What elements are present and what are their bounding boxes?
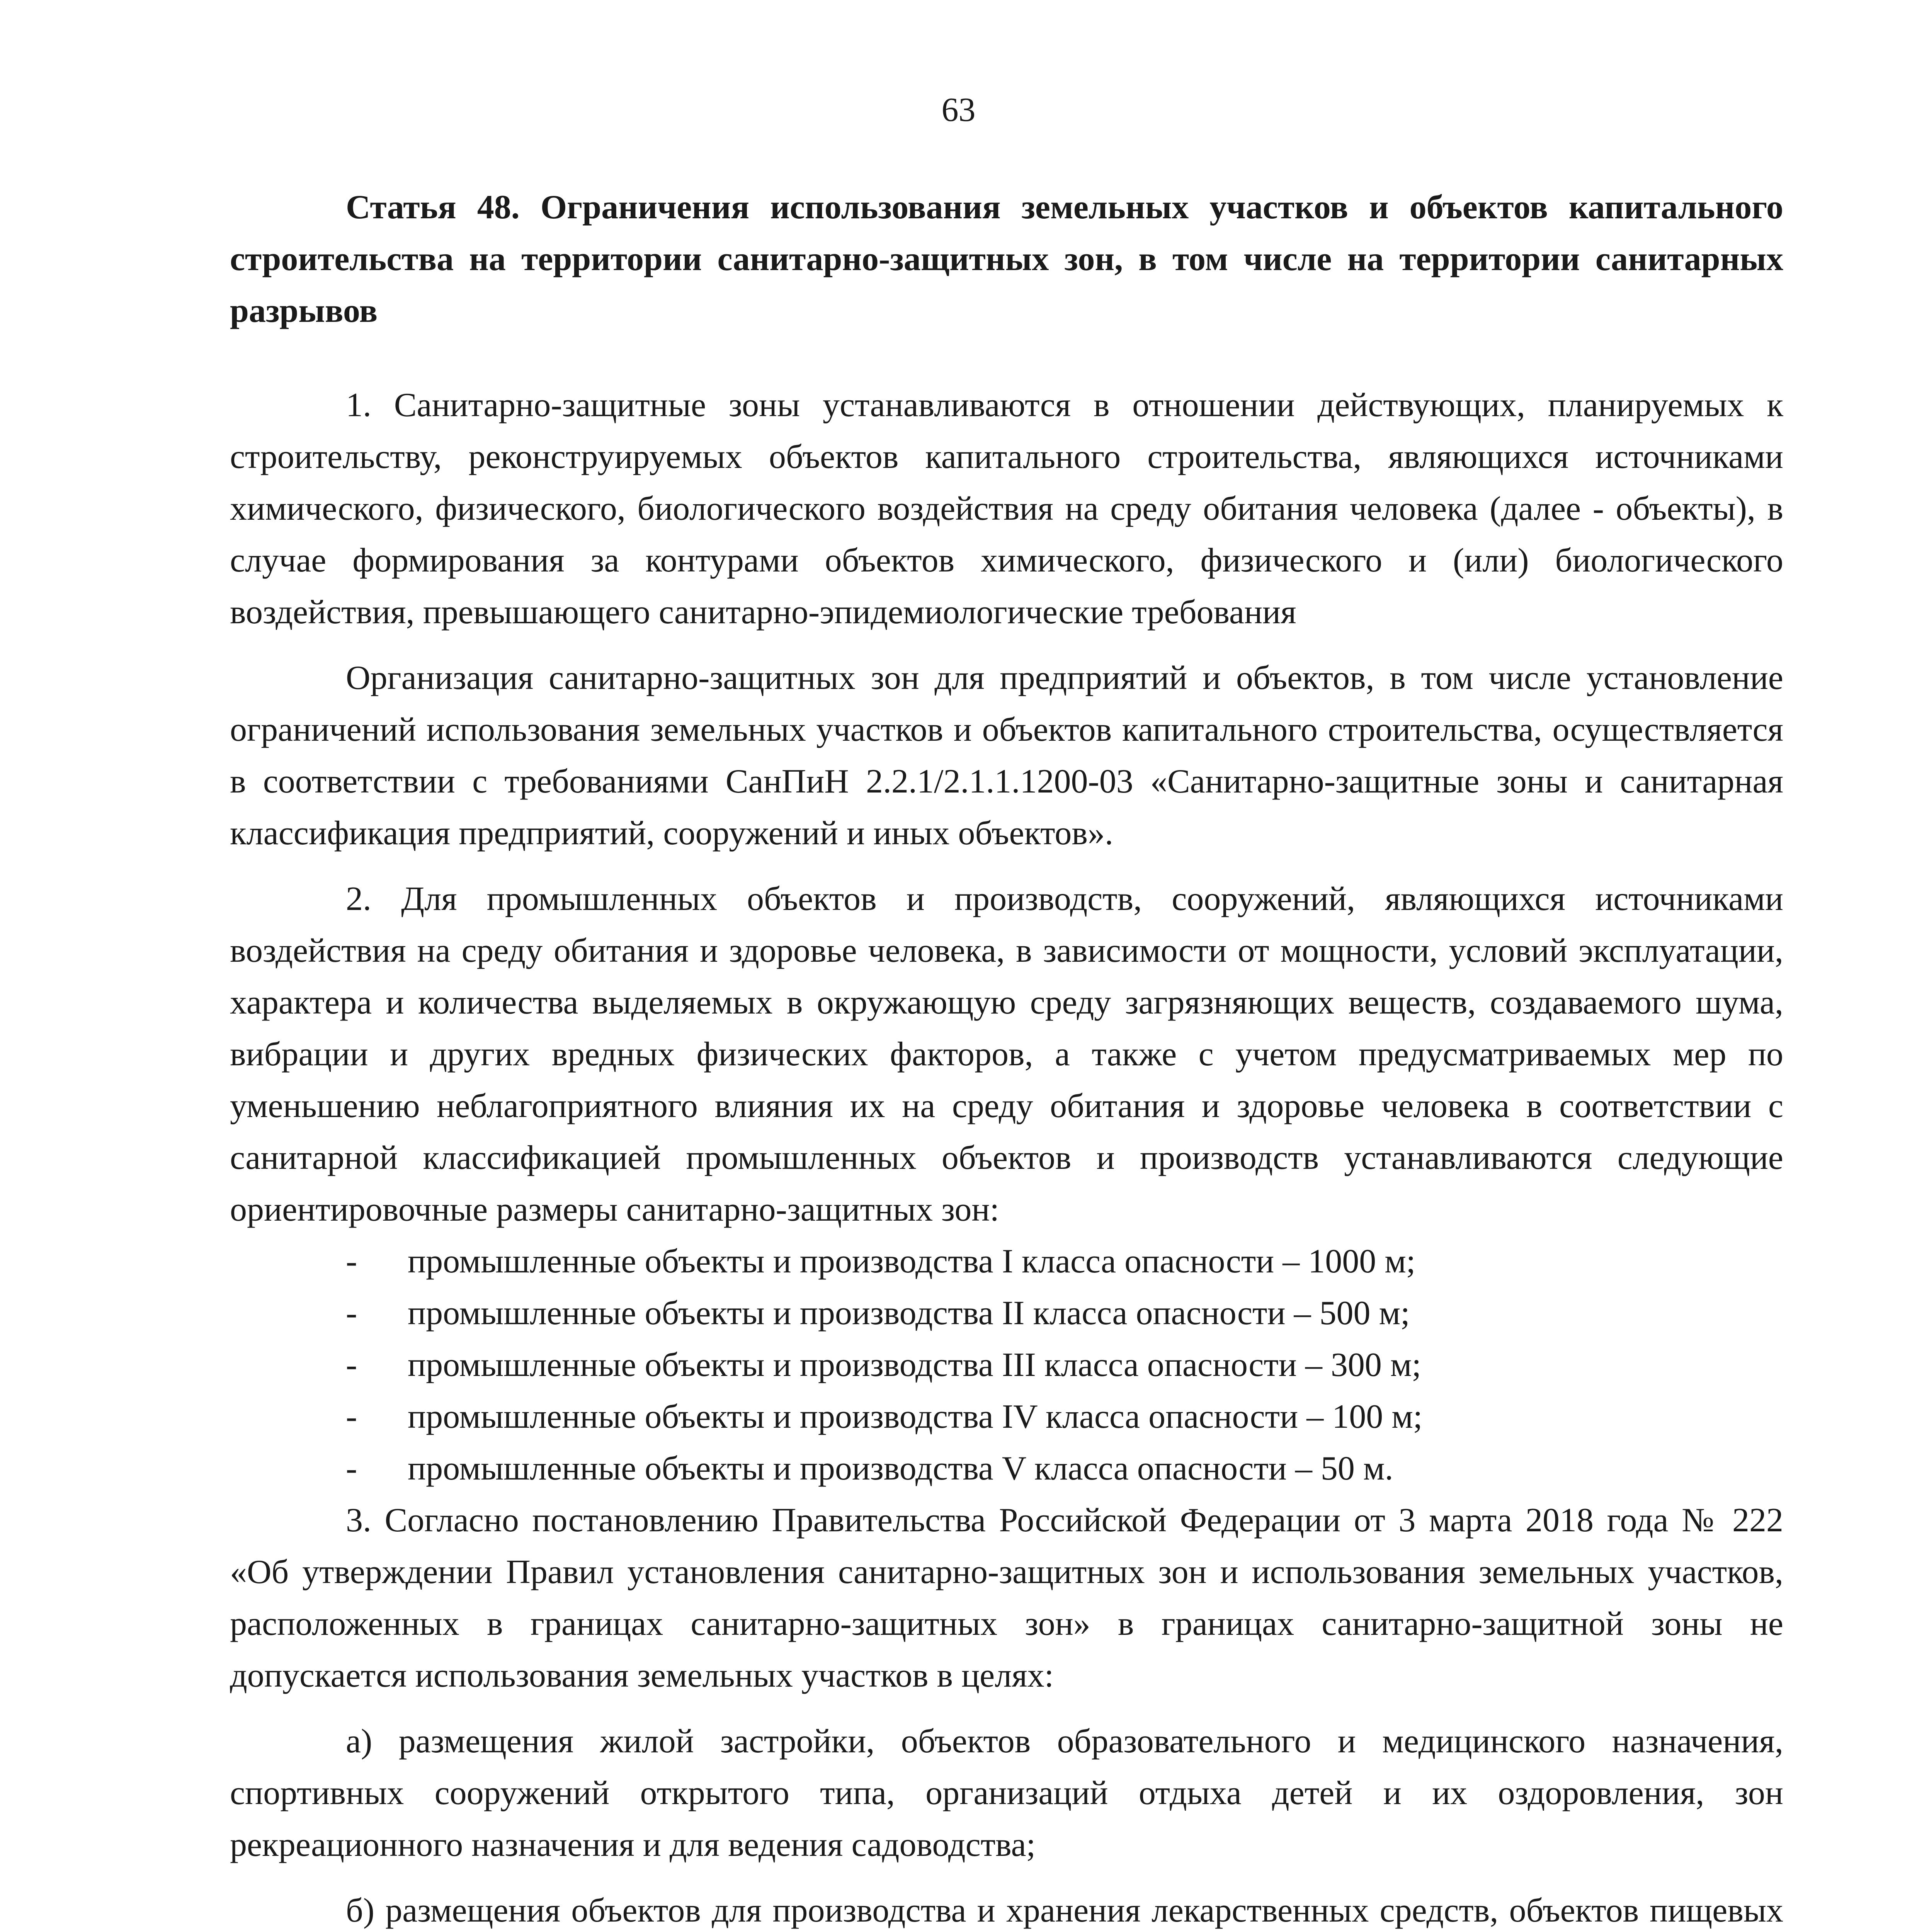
zones-list [230, 1236, 1783, 1495]
list-item [230, 1236, 1783, 1287]
paragraph-5: а) размещения жилой застройки, объектов образовательного и медицинского назначения, спортивных сооружений открытого типа, организаций отдыха детей и их оздоровления, зон рекреационного назначения и для ведения садоводства; [230, 1723, 1783, 1864]
page-number: 63 [941, 91, 976, 129]
list-item-text: промышленные объекты и производства IV класса опасности – 100 м; [408, 1398, 1423, 1435]
list-item-text: промышленные объекты и производства III класса опасности – 300 м; [408, 1346, 1421, 1384]
list-item [230, 1391, 1783, 1443]
paragraph-6: б) размещения объектов для производства и хранения лекарственных средств, объектов пищевых [346, 1892, 1783, 1929]
paragraph-1: 1. Санитарно-защитные зоны устанавливаются в отношении действующих, планируемых к строительству, реконструируемых объектов капитального строительства, являющихся источниками химического, физического, биологического воздействия на среду обитания человека (далее - объекты), в случае формирования за контурами объектов химического, физического и (или) биологического воздействия, превышающего санитарно-эпидемиологические требования [230, 386, 1783, 631]
paragraph-2: Организация санитарно-защитных зон для предприятий и объектов, в том числе установление ограничений использования земельных участков и объектов капитального строительства, осуществляется в соответствии с требованиями СанПиН 2.2.1/2.1.1.1200-03 «Санитарно-защитные зоны и санитарная классификация предприятий, сооружений и иных объектов». [230, 659, 1783, 852]
list-item [230, 1443, 1783, 1495]
list-dash: - [346, 1398, 357, 1435]
article-title: Статья 48. Ограничения использования земельных участков и объектов капитального строительства на территории санитарно-защитных зон, в том числе на территории санитарных разрывов [230, 189, 1783, 330]
paragraph-3: 2. Для промышленных объектов и производств, сооружений, являющихся источниками воздействия на среду обитания и здоровье человека, в зависимости от мощности, условий эксплуатации, характера и количества выделяемых в окружающую среду загрязняющих веществ, создаваемого шума, вибрации и других вредных физических факторов, а также с учетом предусматриваемых мер по уменьшению неблагоприятного влияния их на среду обитания и здоровье человека в соответствии с санитарной классификацией промышленных объектов и производств устанавливаются следующие ориентировочные размеры санитарно-защитных зон: [230, 880, 1783, 1228]
list-dash: - [346, 1450, 357, 1487]
list-item-text: промышленные объекты и производства I класса опасности – 1000 м; [408, 1243, 1416, 1280]
list-item [230, 1287, 1783, 1339]
list-dash: - [346, 1346, 357, 1384]
list-item [230, 1339, 1783, 1391]
list-item-text: промышленные объекты и производства V класса опасности – 50 м. [408, 1450, 1393, 1487]
list-dash: - [346, 1243, 357, 1280]
list-item-text: промышленные объекты и производства II класса опасности – 500 м; [408, 1294, 1410, 1332]
list-dash: - [346, 1294, 357, 1332]
paragraph-4: 3. Согласно постановлению Правительства Российской Федерации от 3 марта 2018 года № 222 «Об утверждении Правил установления санитарно-защитных зон и использования земельных участков, расположенных в границах санитарно-защитных зон» в границах санитарно-защитной зоны не допускается использования земельных участков в целях: [230, 1502, 1783, 1694]
page-content [230, 182, 1783, 1932]
